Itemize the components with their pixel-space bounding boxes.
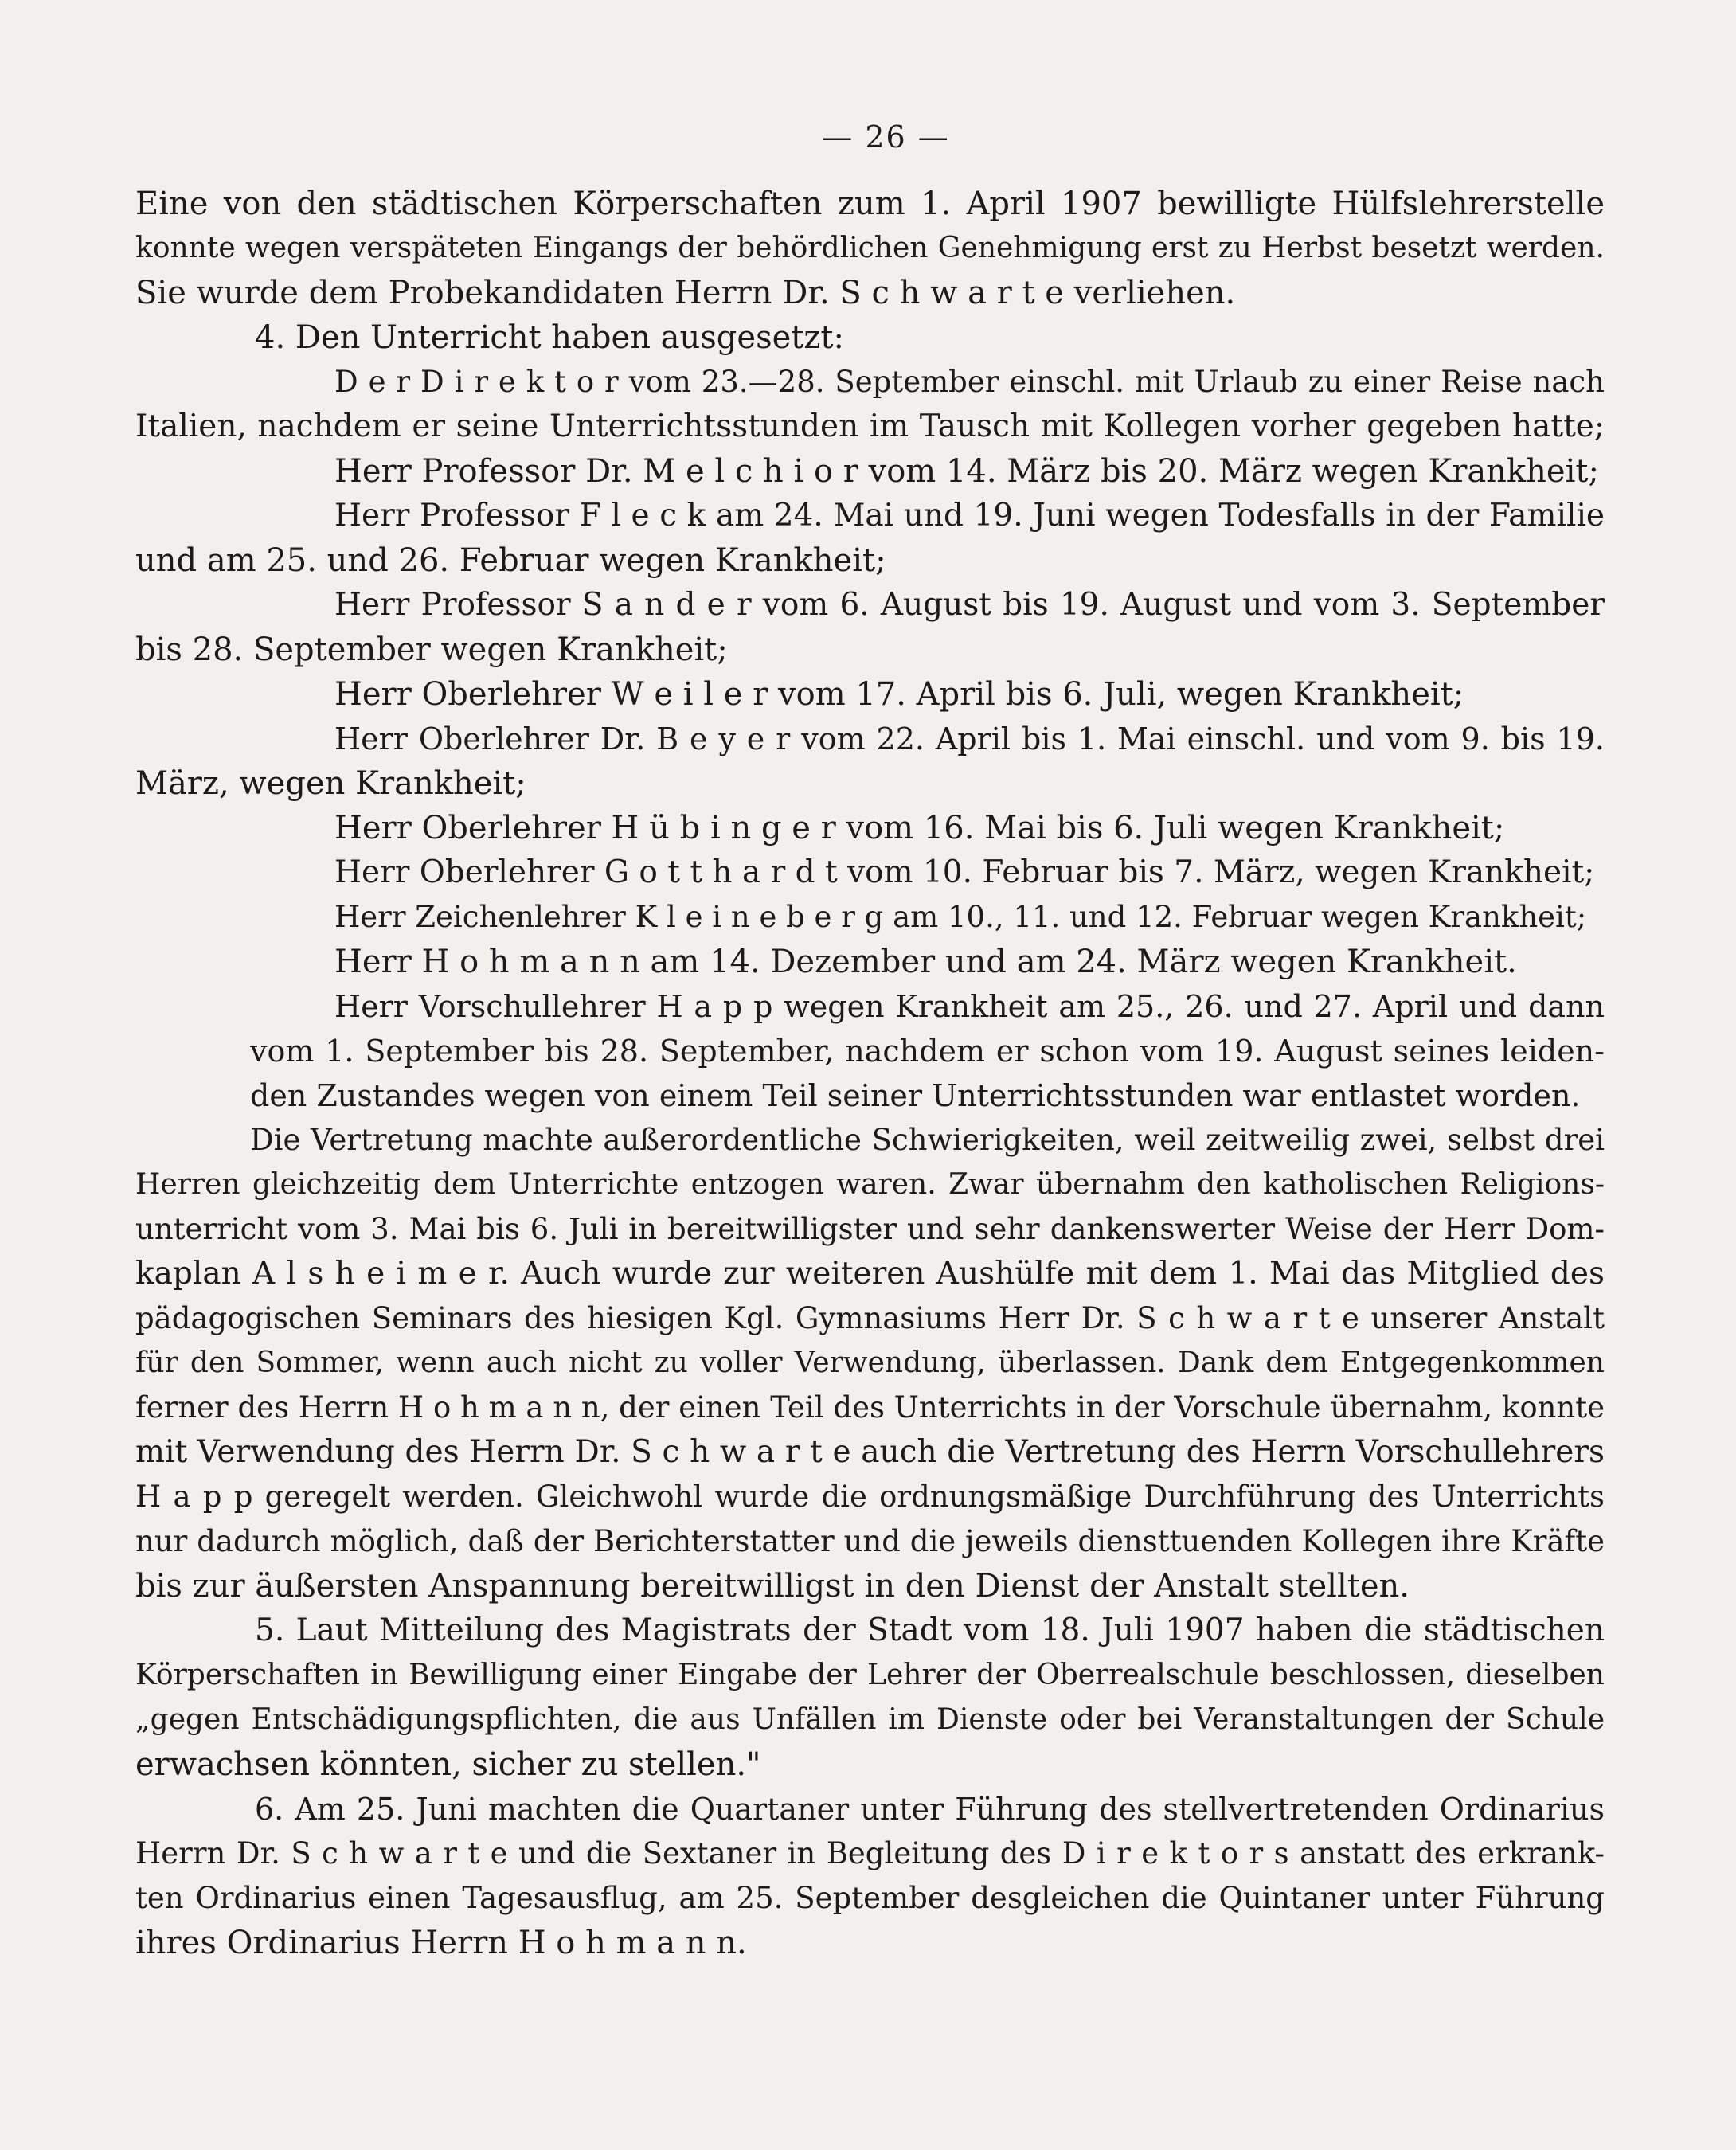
text-line: ten Ordinarius einen Tagesausflug, am 25. September desgleichen die Quintaner unter Führung xyxy=(135,1881,1605,1915)
text-line: Herr Oberlehrer G o t t h a r d t vom 10. Februar bis 7. März, wegen Krankheit; xyxy=(334,854,1595,890)
text-line: kaplan A l s h e i m e r. Auch wurde zur weiteren Aushülfe mit dem 1. Mai das Mitglied des xyxy=(135,1256,1605,1292)
text-line: Herr Vorschullehrer H a p p wegen Krankheit am 25., 26. und 27. April und dann xyxy=(334,989,1605,1024)
text-line: D e r D i r e k t o r vom 23.—28. September einschl. mit Urlaub zu einer Reise nach xyxy=(334,365,1605,399)
text-line: ferner des Herrn H o h m a n n, der einen Teil des Unterrichts in der Vorschule übernahm, konnte xyxy=(135,1390,1605,1425)
text-line: vom 1. September bis 28. September, nachdem er schon vom 19. August seines leiden- xyxy=(250,1034,1605,1069)
text-line: Herren gleichzeitig dem Unterrichte entzogen waren. Zwar übernahm den katholischen Religions- xyxy=(135,1168,1605,1201)
text-line: konnte wegen verspäteten Eingangs der behördlichen Genehmigung erst zu Herbst besetzt werden. xyxy=(135,232,1605,264)
text-line: Herr Oberlehrer H ü b i n g e r vom 16. Mai bis 6. Juli wegen Krankheit; xyxy=(334,810,1505,846)
text-line: für den Sommer, wenn auch nicht zu voller Verwendung, überlassen. Dank dem Entgegenkommen xyxy=(135,1347,1605,1379)
text-line: Körperschaften in Bewilligung einer Eingabe der Lehrer der Oberrealschule beschlossen, dieselben xyxy=(135,1659,1605,1691)
text-line: Herr Oberlehrer Dr. B e y e r vom 22. April bis 1. Mai einschl. und vom 9. bis 19. xyxy=(334,721,1605,756)
text-line: unterricht vom 3. Mai bis 6. Juli in bereitwilligster und sehr dankenswerter Weise der Herr Dom- xyxy=(135,1212,1605,1246)
text-line: Italien, nachdem er seine Unterrichtsstunden im Tausch mit Kollegen vorher gegeben hatte; xyxy=(135,408,1605,444)
text-line: bis 28. September wegen Krankheit; xyxy=(135,631,728,668)
text-line: mit Verwendung des Herrn Dr. S c h w a r t e auch die Vertretung des Herrn Vorschullehrers xyxy=(135,1434,1605,1470)
text-line: Sie wurde dem Probekandidaten Herrn Dr. S c h w a r t e verliehen. xyxy=(135,275,1236,311)
text-line: „gegen Entschädigungspflichten, die aus Unfällen im Dienste oder bei Veranstaltungen der Schule xyxy=(135,1703,1605,1736)
text-line: Herr Oberlehrer W e i l e r vom 17. April bis 6. Juli, wegen Krankheit; xyxy=(334,676,1464,713)
text-line: und am 25. und 26. Februar wegen Krankheit; xyxy=(135,542,886,579)
text-line: Herr H o h m a n n am 14. Dezember und am 24. März wegen Krankheit. xyxy=(334,944,1517,980)
text-line: ihres Ordinarius Herrn H o h m a n n. xyxy=(135,1925,747,1961)
text-line: den Zustandes wegen von einem Teil seiner Unterrichtsstunden war entlastet worden. xyxy=(250,1078,1581,1113)
text-line: Herr Professor F l e c k am 24. Mai und 19. Juni wegen Todesfalls in der Familie xyxy=(334,498,1605,534)
body-text xyxy=(135,182,1605,1965)
text-line: erwachsen könnten, sicher zu stellen." xyxy=(135,1746,761,1783)
text-line: 5. Laut Mitteilung des Magistrats der Stadt vom 18. Juli 1907 haben die städtischen xyxy=(255,1612,1605,1648)
text-line: 6. Am 25. Juni machten die Quartaner unter Führung des stellvertretenden Ordinarius xyxy=(255,1792,1605,1827)
text-line: nur dadurch möglich, daß der Berichterstatter und die jeweils diensttuenden Kollegen ihre Kräfte xyxy=(135,1524,1605,1558)
text-line: Die Vertretung machte außerordentliche Schwierigkeiten, weil zeitweilig zwei, selbst drei xyxy=(250,1123,1605,1157)
text-line: Herr Zeichenlehrer K l e i n e b e r g am 10., 11. und 12. Februar wegen Krankheit; xyxy=(334,900,1587,934)
text-line: Herr Professor S a n d e r vom 6. August bis 19. August und vom 3. September xyxy=(334,587,1605,623)
text-line: Herrn Dr. S c h w a r t e und die Sextaner in Begleitung des D i r e k t o r s anstatt des erkrank- xyxy=(135,1836,1605,1870)
text-line: 4. Den Unterricht haben ausgesetzt: xyxy=(255,319,844,356)
text-line: Herr Professor Dr. M e l c h i o r vom 14. März bis 20. März wegen Krankheit; xyxy=(334,453,1599,490)
text-line: Eine von den städtischen Körperschaften zum 1. April 1907 bewilligte Hülfslehrerstelle xyxy=(135,186,1605,222)
page-number: — 26 — xyxy=(822,119,950,154)
text-line: pädagogischen Seminars des hiesigen Kgl. Gymnasiums Herr Dr. S c h w a r t e unserer Anstalt xyxy=(135,1301,1605,1335)
text-line: bis zur äußersten Anspannung bereitwilligst in den Dienst der Anstalt stellten. xyxy=(135,1568,1410,1605)
text-line: H a p p geregelt werden. Gleichwohl wurde die ordnungsmäßige Durchführung des Unterrichts xyxy=(135,1480,1605,1514)
text-line: März, wegen Krankheit; xyxy=(135,765,526,802)
